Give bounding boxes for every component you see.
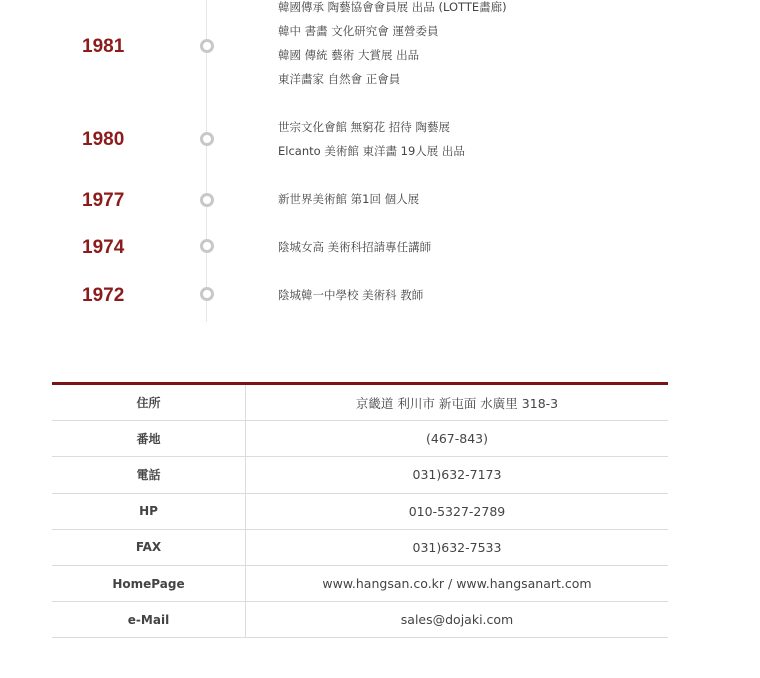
timeline-entry-list — [278, 283, 423, 307]
info-label: 住所 — [52, 385, 246, 420]
email-link[interactable]: sales@dojaki.com — [400, 612, 514, 628]
info-row-postcode — [52, 421, 668, 457]
timeline-dot-icon — [200, 193, 214, 207]
timeline-year: 1980 — [82, 129, 125, 150]
timeline-entry: 韓中 書畵 文化研究會 運營委員 — [278, 24, 439, 38]
timeline-entry-list — [278, 115, 465, 163]
info-value: 京畿道 利川市 新屯面 水廣里 318-3 — [355, 395, 559, 411]
timeline-dot-icon — [200, 287, 214, 301]
timeline-dot-icon — [200, 39, 214, 53]
timeline-year: 1977 — [82, 190, 125, 211]
timeline-entry: 陰城女高 美術科招請專任講師 — [278, 240, 432, 254]
timeline-entry-list — [278, 187, 419, 211]
info-label: FAX — [52, 530, 246, 565]
homepage-link[interactable]: www.hangsan.co.kr / www.hangsanart.com — [322, 576, 592, 592]
timeline-entry: 韓國傳承 陶藝協會會員展 出品 (LOTTE畵廊) — [278, 0, 507, 14]
timeline-dot-icon — [200, 239, 214, 253]
timeline-entry: 韓國 傳統 藝術 大賞展 出品 — [278, 48, 420, 62]
info-value: 031)632-7533 — [412, 539, 502, 555]
contact-info-table — [52, 382, 668, 638]
info-label: HP — [52, 494, 246, 529]
timeline-entry-list — [278, 235, 431, 259]
timeline-dot-icon — [200, 132, 214, 146]
info-row-email — [52, 602, 668, 638]
timeline-entry: 新世界美術館 第1回 個人展 — [278, 192, 420, 206]
info-row-address — [52, 385, 668, 421]
timeline-year: 1974 — [82, 237, 125, 258]
history-timeline — [0, 0, 760, 330]
info-row-fax — [52, 530, 668, 566]
info-label: 番地 — [52, 421, 246, 456]
timeline-entry: 世宗文化會館 無窮花 招待 陶藝展 — [278, 120, 450, 134]
timeline-year: 1972 — [82, 285, 125, 306]
info-value: 031)632-7173 — [412, 467, 502, 483]
timeline-entry: 陰城韓一中學校 美術科 教師 — [278, 288, 424, 302]
timeline-year: 1981 — [82, 36, 125, 57]
timeline-entry: 東洋畵家 自然會 正會員 — [278, 72, 401, 86]
info-row-phone — [52, 457, 668, 493]
info-label: 電話 — [52, 457, 246, 492]
info-value: (467-843) — [426, 431, 488, 447]
info-label: e-Mail — [52, 602, 246, 637]
info-value: 010-5327-2789 — [408, 503, 506, 519]
timeline-entry-list — [278, 0, 507, 91]
info-row-mobile — [52, 494, 668, 530]
timeline-entry: Elcanto 美術館 東洋畵 19人展 出品 — [278, 144, 465, 158]
info-row-homepage — [52, 566, 668, 602]
info-label: HomePage — [52, 566, 246, 601]
